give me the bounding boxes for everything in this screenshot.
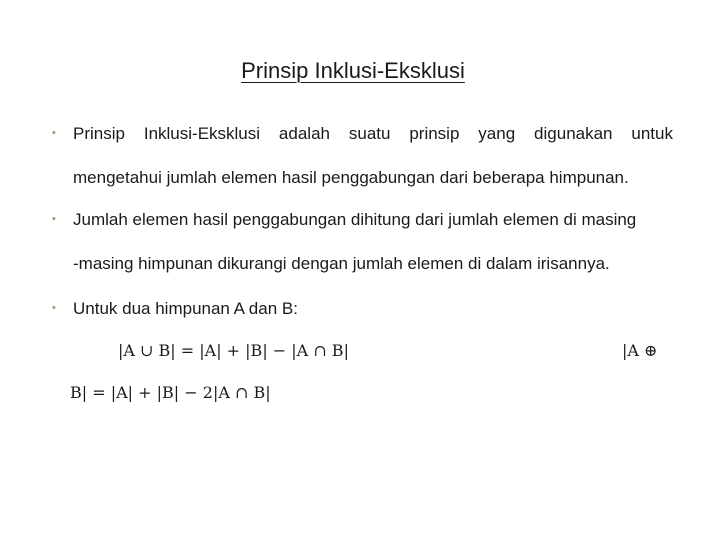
bullet-1-line-2: mengetahui jumlah elemen hasil penggabungan dari beberapa himpunan.: [73, 168, 629, 187]
bullet-3-line-1: Untuk dua himpunan A dan B:: [73, 299, 298, 318]
symmetric-difference-formula-start: |A ⊕: [622, 341, 658, 360]
bullet-marker: •: [52, 213, 56, 225]
bullet-2-line-1: Jumlah elemen hasil penggabungan dihitung dari jumlah elemen di masing: [73, 210, 637, 229]
bullet-marker: •: [52, 127, 56, 139]
page-title: Prinsip Inklusi-Eksklusi: [241, 58, 465, 83]
bullet-marker: •: [52, 302, 56, 314]
union-formula: |A ∪ B| = |A| + |B| − |A ∩ B|: [118, 341, 349, 360]
bullet-1-line-1: Prinsip Inklusi-Eksklusi adalah suatu prinsip yang digunakan untuk: [73, 124, 673, 143]
bullet-2-line-2: -masing himpunan dikurangi dengan jumlah elemen di dalam irisannya.: [73, 254, 610, 273]
symmetric-difference-formula-end: B| = |A| + |B| − 2|A ∩ B|: [70, 383, 271, 402]
